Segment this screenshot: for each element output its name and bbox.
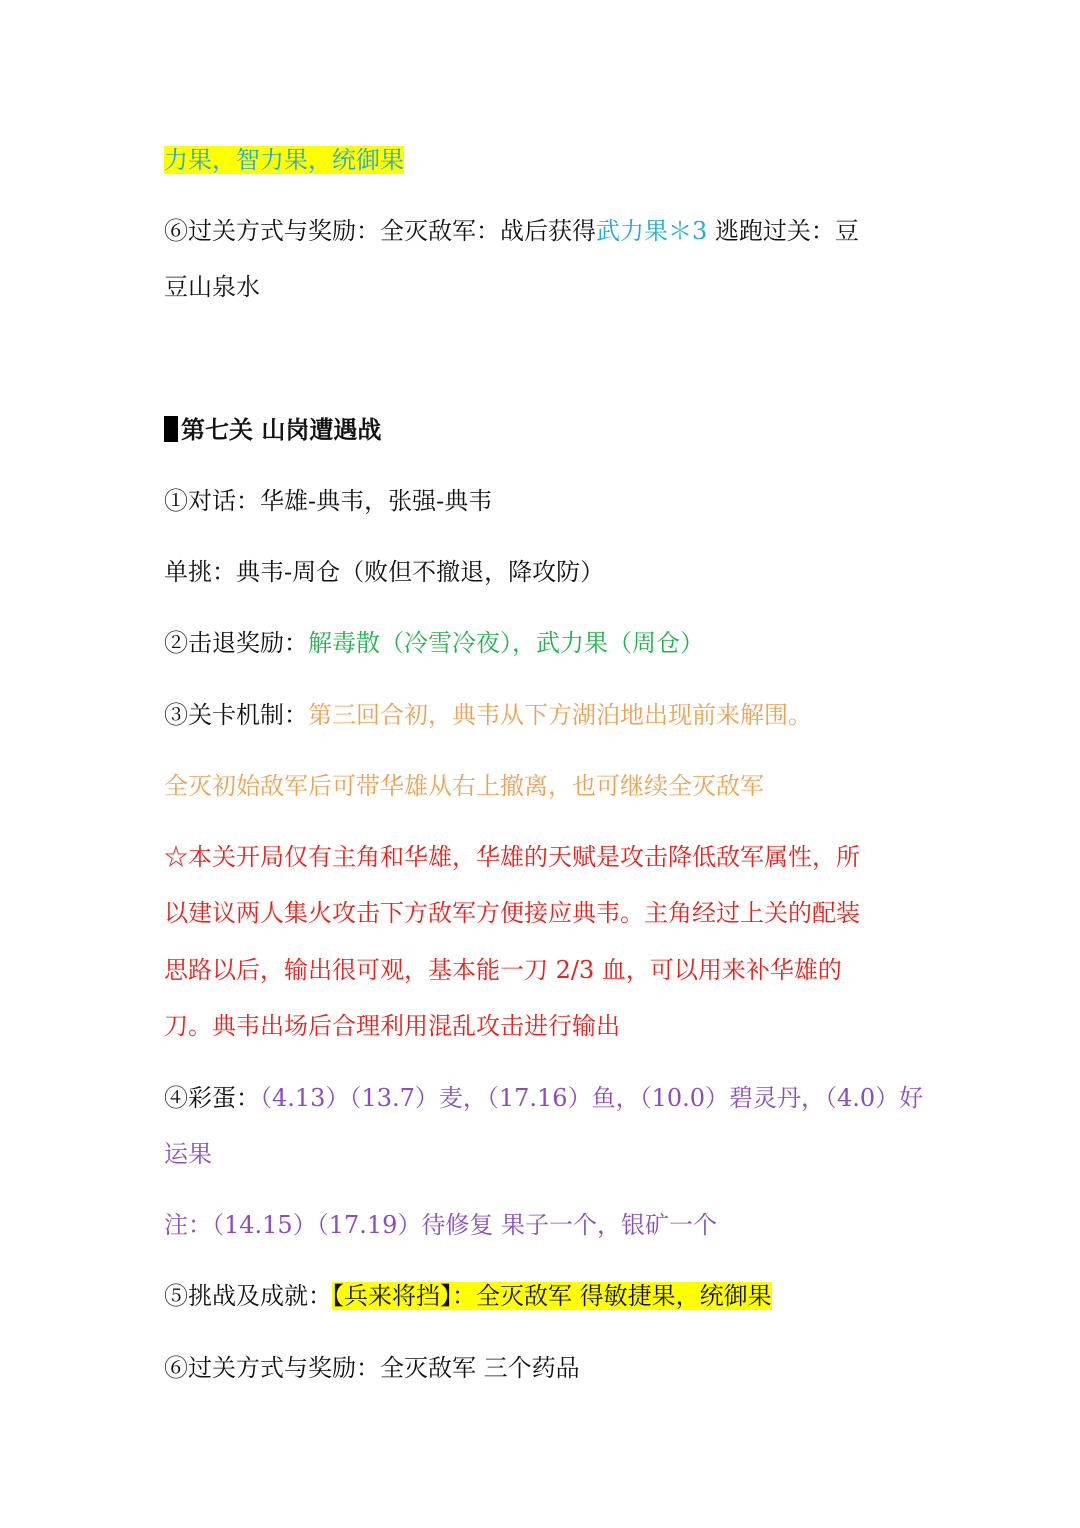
stage7-easter-egg-line2 <box>164 1134 212 1174</box>
challenge-label: ⑤挑战及成就： <box>164 1282 332 1310</box>
stage6-clear-reward-line1 <box>164 211 859 251</box>
mechanism-line2-text: 全灭初始敌军后可带华雄从右上撤离，也可继续全灭敌军 <box>164 772 764 800</box>
stage7-repel-reward <box>164 623 704 663</box>
challenge-reward-continuation <box>164 140 404 180</box>
duel-text: 单挑：典韦-周仓（败但不撤退，降攻防） <box>164 558 605 586</box>
stage7-dialogue <box>164 481 492 521</box>
clear-label: ⑥过关方式与奖励：全灭敌军：战后获得 <box>164 217 596 245</box>
mechanism-value: 第三回合初，典韦从下方湖泊地出现前来解围。 <box>308 701 812 729</box>
stage7-note <box>164 1205 717 1245</box>
mechanism-label: ③关卡机制： <box>164 701 308 729</box>
tip-text: ☆本关开局仅有主角和华雄，华雄的天赋是攻击降低敌军属性，所 <box>164 843 860 871</box>
stage7-tip-line2 <box>164 893 860 933</box>
challenge-value-highlighted: 【兵来将挡】：全灭敌军 得敏捷果，统御果 <box>332 1282 772 1310</box>
clear-reward-text: ⑥过关方式与奖励：全灭敌军 三个药品 <box>164 1354 580 1382</box>
stage7-tip-line1 <box>164 837 860 877</box>
stage7-challenge <box>164 1276 772 1316</box>
stage6-clear-reward-line2 <box>164 267 260 307</box>
dialogue-text: ①对话：华雄-典韦，张强-典韦 <box>164 487 493 515</box>
black-square-icon <box>164 416 178 442</box>
repel-label: ②击退奖励： <box>164 629 308 657</box>
stage7-mechanism <box>164 695 812 735</box>
tip-text: 刀。典韦出场后合理利用混乱攻击进行输出 <box>164 1012 620 1040</box>
tip-text: 以建议两人集火攻击下方敌军方便接应典韦。主角经过上关的配装 <box>164 899 860 927</box>
stage7-duel <box>164 552 604 592</box>
stage7-clear-reward <box>164 1348 580 1388</box>
stage7-title: 第七关 山岗遭遇战 <box>181 415 382 444</box>
stage7-mechanism-line2 <box>164 766 764 806</box>
easter-egg-label: ④彩蛋： <box>164 1084 260 1112</box>
clear-rest-2: 豆山泉水 <box>164 273 260 301</box>
stage7-tip-line3 <box>164 950 842 990</box>
clear-rest: 逃跑过关：豆 <box>707 217 859 245</box>
stage7-easter-egg-line1 <box>164 1078 923 1118</box>
easter-egg-value: （4.13）（13.7）麦，（17.16）鱼，（10.0）碧灵丹，（4.0）好 <box>260 1084 924 1112</box>
note-text: 注：（14.15）（17.19）待修复 果子一个，银矿一个 <box>164 1211 718 1239</box>
tip-text: 思路以后，输出很可观，基本能一刀 2/3 血，可以用来补华雄的 <box>164 956 842 984</box>
clear-item: 武力果＊3 <box>596 217 708 245</box>
repel-value: 解毒散（冷雪冷夜），武力果（周仓） <box>308 629 704 657</box>
easter-egg-line2-text: 运果 <box>164 1140 212 1168</box>
stage7-tip-line4 <box>164 1006 620 1046</box>
highlighted-reward-text: 力果，智力果，统御果 <box>164 146 404 174</box>
stage7-heading <box>164 410 381 450</box>
